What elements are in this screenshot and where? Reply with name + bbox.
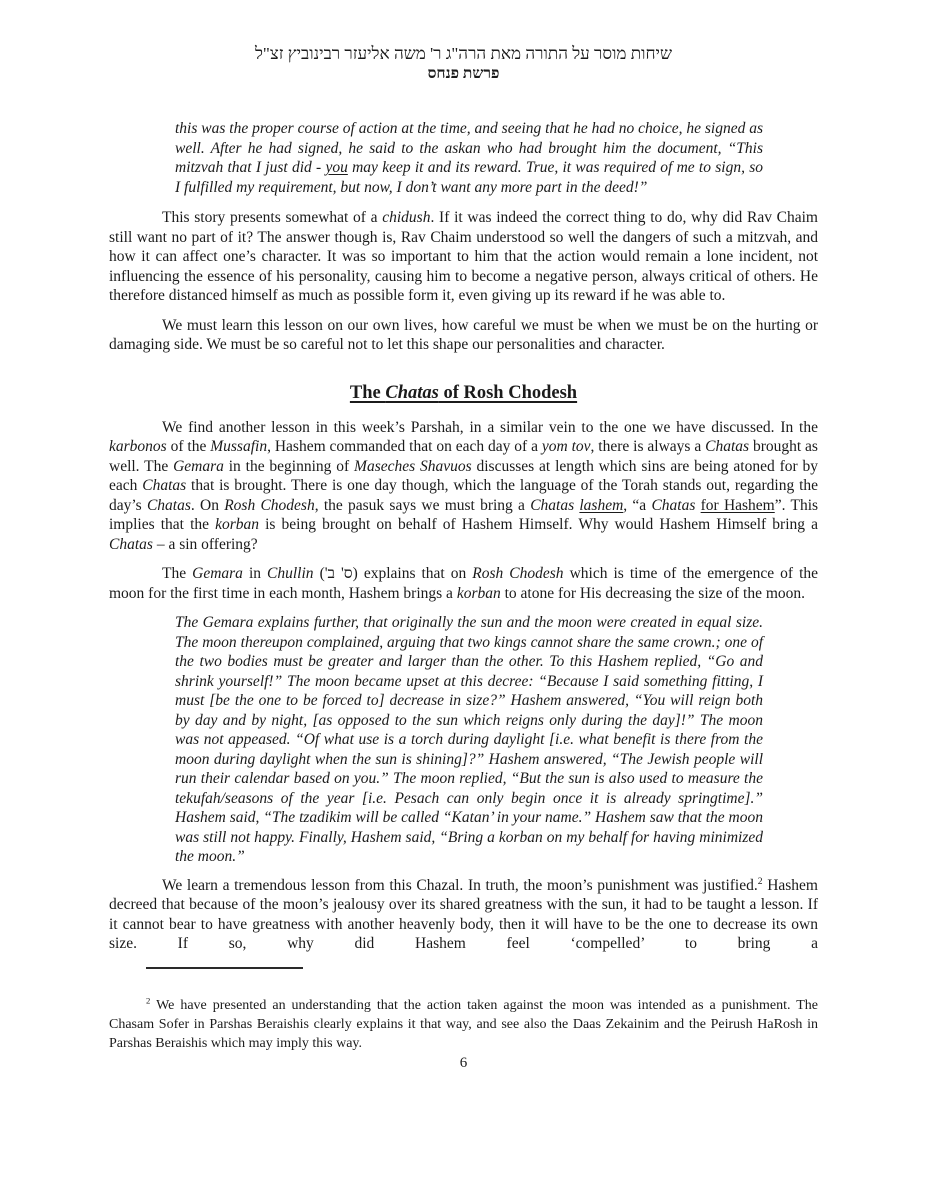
text-segment: may keep it and its reward. True, it was required of me to sign, so I fulfilled my requirement, but now, I don’t want any more part in the deed!”: [175, 159, 763, 196]
text-segment: of the: [166, 438, 211, 455]
text-segment: Chullin: [267, 565, 314, 582]
text-segment: The Gemara explains further, that originally the sun and the moon were created in equal size. The moon thereupon complained, arguing that two kings cannot share the same crown.; one of the two bodies must be greater and larger than the other. To this Hashem replied, “Go and shrink yourself!” The moon became upset at this decree: “Because I said something fitting, I must [be the one to be forced to] decrease in size?” Hashem answered, “You will reign both by day and by night, [as opposed to the sun which reigns only during the day]!” The moon was not appeased. “Of what use is a torch during daylight [i.e. what benefit is there from the moon during daylight when the sun is shining]?” Hashem answered, “The Jewish people will run their calendar based on you.” The moon replied, “But the sun is also used to measure the tekufah/seasons of the year [i.e. Pesach can only begin once it is already springtime].” Hashem said, “The tzadikim will be called “Katan’ in your name.” Hashem saw that the moon was still not happy. Finally, Hashem said, “Bring a korban on my behalf for having minimized the moon.”: [175, 614, 763, 865]
text-segment: ) explains that on: [352, 565, 473, 582]
footnote-separator-rule: [146, 967, 303, 969]
text-segment: We learn a tremendous lesson from this Chazal. In truth, the moon’s punishment was justified.: [162, 876, 758, 894]
text-segment: We must learn this lesson on our own lives, how careful we must be when we must be on the hurting or damaging side. We must be so careful not to let this shape our personalities and character.: [109, 316, 818, 353]
text-segment: brought as well. The: [109, 438, 818, 475]
text-segment: Chatas: [651, 496, 696, 514]
text-segment: Chatas: [705, 438, 750, 455]
text-segment: , Hashem commanded that on each day of a: [267, 438, 542, 455]
text-segment: – a sin offering?: [152, 535, 258, 553]
text-segment: Gemara: [192, 565, 243, 582]
paragraph-chatas-intro: [109, 418, 818, 555]
paragraph-gemara-chullin: [109, 564, 818, 603]
hebrew-title: שיחות מוסר על התורה מאת הרה"ג ר' משה אליעזר רבינוביץ זצ"ל: [254, 44, 673, 63]
text-segment: 2: [757, 875, 763, 887]
text-segment: chidush: [382, 209, 431, 226]
text-segment: is being brought on behalf of Hashem Himself. Why would Hashem Himself bring a: [259, 516, 818, 533]
text-segment: Gemara: [173, 457, 224, 475]
text-segment: korban: [215, 516, 260, 533]
text-segment: (: [313, 565, 325, 582]
text-segment: , the pasuk says we must bring a: [314, 496, 531, 514]
text-segment: Maseches Shavuos: [354, 457, 472, 475]
page-number: 6: [459, 1055, 468, 1072]
text-segment: The: [349, 382, 386, 403]
text-segment: We have presented an understanding that the action taken against the moon was intended as a punishment. The Chasam Sofer in Parshas Beraishis clearly explains it that way, and see also the Daas Zekainim and the Peirush HaRosh in Parshas Beraishis which may imply this way.: [109, 997, 818, 1052]
section-heading-chatas-rosh-chodesh: [109, 382, 818, 405]
text-segment: The: [162, 565, 193, 582]
text-segment: to atone for His decreasing the size of the moon.: [500, 584, 806, 602]
text-segment: Mussafin: [210, 438, 268, 455]
footnote-2: [109, 996, 818, 1054]
text-segment: . On: [190, 496, 225, 514]
text-segment: Hashem decreed that because of the moon’s jealousy over its shared greatness with the sun, it had to be taught a lesson. If it cannot bear to have greatness with another heavenly body, then it will have to be the one to decrease its own size. If so, why did Hashem feel ‘compelled’ to bring a: [109, 876, 818, 952]
text-segment: Chatas: [109, 535, 153, 553]
paragraph-chidush: [109, 208, 818, 306]
text-segment: , “a: [623, 496, 652, 514]
text-segment: Chatas: [142, 477, 187, 494]
text-segment: Chatas: [385, 382, 439, 403]
text-segment: which is time of the emergence of the moon for the first time in each month, Hashem brings a: [109, 565, 819, 602]
text-segment: you: [325, 159, 348, 176]
text-segment: in the beginning of: [223, 457, 355, 475]
text-segment: , there is always a: [590, 438, 706, 455]
text-segment: 2: [146, 994, 151, 1005]
blockquote-rav-chaim-story: [175, 119, 763, 197]
paragraph-lesson: [109, 316, 818, 355]
text-segment: Chatas: [146, 496, 191, 514]
text-segment: Chatas: [530, 496, 575, 514]
text-segment: of Rosh Chodesh: [438, 382, 578, 403]
text-segment: yom tov: [541, 438, 591, 455]
text-segment: Rosh Chodesh: [472, 565, 564, 582]
text-segment: Rosh Chodesh: [224, 496, 315, 514]
text-segment: ס' ב': [324, 565, 353, 582]
text-segment: korban: [456, 584, 501, 602]
blockquote-gemara-moon: [175, 613, 763, 867]
text-segment: . If it was indeed the correct thing to do, why did Rav Chaim still want no part of it? The answer though is, Rav Chaim understood so well the dangers of such a mitzvah, and how it can affect one’s character. It was so important to him that the action would remain a lone incident, not influencing the essence of his personality, causing him to become a negative person, always critical of others. He therefore distanced himself as much as possible form it, even giving up its reward if he was able to.: [109, 209, 818, 304]
text-segment: We find another lesson in this week’s Parshah, in a similar vein to the one we have discussed. In the: [162, 418, 818, 436]
text-segment: this was the proper course of action at the time, and seeing that he had no choice, he signed as well. After he had signed, he said to the askan who had brought him the document, “This mitzvah that I just did -: [175, 120, 763, 176]
text-segment: This story presents somewhat of a: [162, 209, 383, 226]
parshah-subtitle: פרשת פנחס: [427, 65, 500, 82]
text-segment: for Hashem: [700, 496, 775, 514]
text-segment: karbonos: [109, 438, 167, 455]
text-segment: lashem: [579, 496, 624, 514]
text-segment: in: [242, 565, 268, 582]
paragraph-tremendous-lesson: [109, 876, 818, 954]
text-segment: that is brought. There is one day though, which the language of the Torah stands out, regarding the day’s: [109, 477, 819, 514]
text-segment: ”. This implies that the: [109, 496, 819, 533]
text-segment: discusses at length which sins are being atoned for by each: [109, 457, 818, 494]
